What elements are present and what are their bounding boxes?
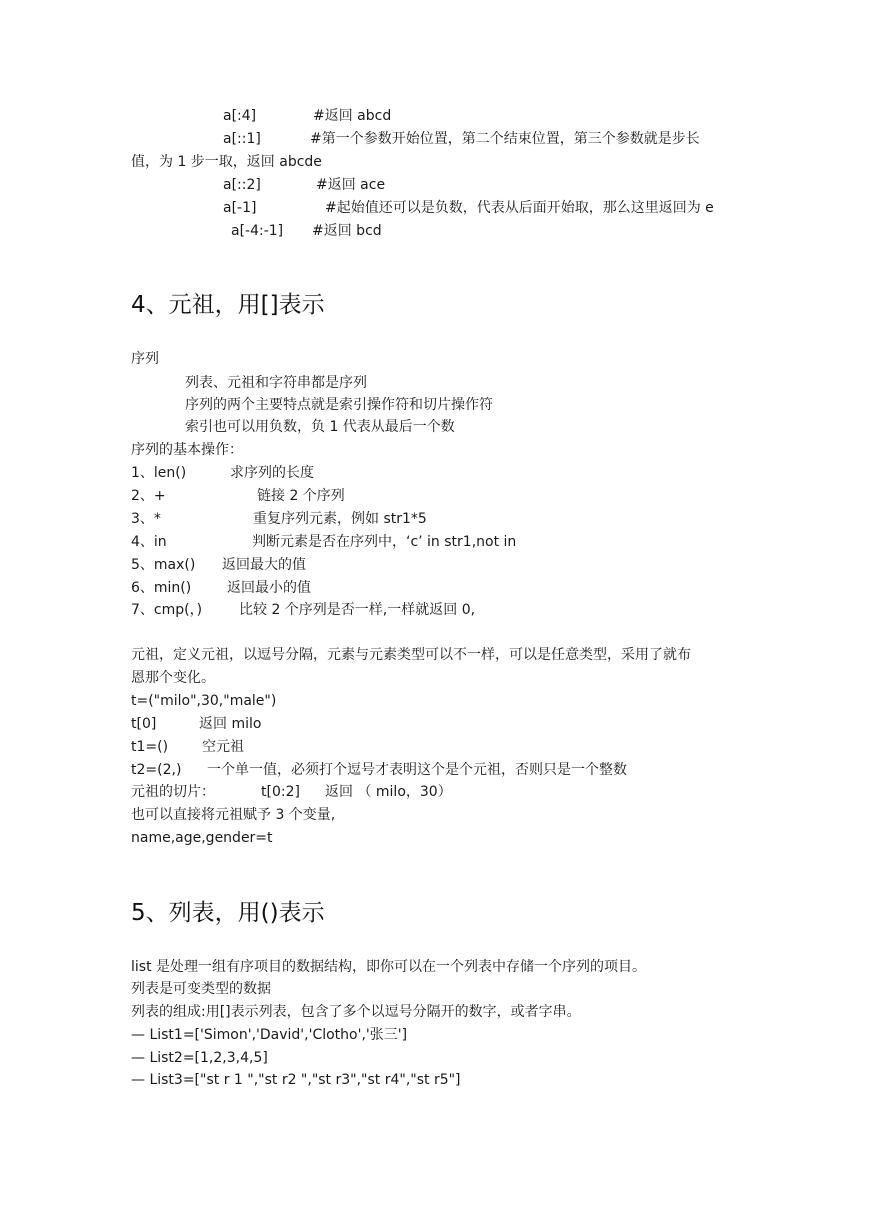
op-key: 3、* [131, 511, 161, 527]
section-5-heading: 5、列表，用()表示 [131, 900, 325, 926]
t0-desc: 返回 milo [199, 716, 262, 732]
list-paragraph: list 是处理一组有序项目的数据结构，即你可以在一个列表中存储一个序列的项目。 [131, 959, 647, 975]
op-key: 4、in [131, 534, 167, 550]
slice-desc: 返回 （ milo，30） [325, 784, 452, 800]
code-am1: a[-1] [223, 200, 257, 216]
op-desc: 求序列的长度 [230, 465, 314, 481]
comment-a2: #返回 ace [316, 177, 386, 193]
comment-a11: #第一个参数开始位置，第二个结束位置，第三个参数就是步长 [310, 131, 700, 147]
comment-a4: #返回 abcd [313, 108, 392, 124]
t0-code: t[0] [131, 716, 157, 732]
list-example: — List2=[1,2,3,4,5] [131, 1050, 268, 1066]
op-desc: 返回最大的值 [222, 557, 306, 573]
slice-label: 元祖的切片： [131, 784, 215, 800]
slice-code: t[0:2] [261, 784, 300, 800]
tuple-definition: t=("milo",30,"male") [131, 693, 277, 709]
op-desc: 判断元素是否在序列中，‘c’ in str1,not in [252, 534, 517, 550]
list-example: — List3=["st r 1 ","st r2 ","st r3","st r4","st r5"] [131, 1072, 461, 1088]
comment-am41: #返回 bcd [312, 223, 382, 239]
code-a4: a[:4] [223, 108, 257, 124]
tuple-desc-continuation: 恩那个变化。 [131, 670, 215, 686]
assign-code: name,age,gender=t [131, 830, 273, 846]
code-am41: a[-4:-1] [231, 223, 284, 239]
op-key: 1、len() [131, 465, 187, 481]
op-key: 5、max() [131, 557, 196, 573]
op-desc: 重复序列元素，例如 str1*5 [253, 511, 427, 527]
code-a11: a[::1] [223, 131, 261, 147]
op-key: 2、+ [131, 488, 166, 504]
list-example: — List1=['Simon','David','Clotho','张三'] [131, 1027, 408, 1043]
op-key: 6、min() [131, 580, 192, 596]
sequence-title: 序列 [131, 351, 159, 367]
tuple-desc: 元祖，定义元祖，以逗号分隔，元素与元素类型可以不一样，可以是任意类型，采用了就布 [131, 647, 691, 663]
section-4-heading: 4、元祖，用[]表示 [131, 292, 325, 318]
op-desc: 链接 2 个序列 [257, 488, 345, 504]
assign-note: 也可以直接将元祖赋予 3 个变量, [131, 807, 336, 823]
sequence-point: 列表、元祖和字符串都是序列 [185, 375, 367, 391]
op-desc: 比较 2 个序列是否一样,一样就返回 0, [239, 602, 476, 618]
list-paragraph: 列表的组成:用[]表示列表，包含了多个以逗号分隔开的数字，或者字串。 [131, 1004, 581, 1020]
comment-am1: #起始值还可以是负数，代表从后面开始取，那么这里返回为 e [325, 200, 714, 216]
op-key: 7、cmp(，) [131, 602, 203, 618]
sequence-point: 序列的两个主要特点就是索引操作符和切片操作符 [185, 397, 493, 413]
sequence-point: 索引也可以用负数，负 1 代表从最后一个数 [185, 419, 455, 435]
ops-title: 序列的基本操作： [131, 442, 243, 458]
t1-desc: 空元祖 [202, 739, 244, 755]
t1-code: t1=() [131, 739, 169, 755]
t2-code: t2=(2,) [131, 762, 182, 778]
t2-desc: 一个单一值，必须打个逗号才表明这个是个元祖，否则只是一个整数 [207, 762, 627, 778]
list-paragraph: 列表是可变类型的数据 [131, 981, 271, 997]
code-a2: a[::2] [223, 177, 261, 193]
comment-a11-continuation: 值，为 1 步一取，返回 abcde [131, 154, 322, 170]
op-desc: 返回最小的值 [227, 580, 311, 596]
